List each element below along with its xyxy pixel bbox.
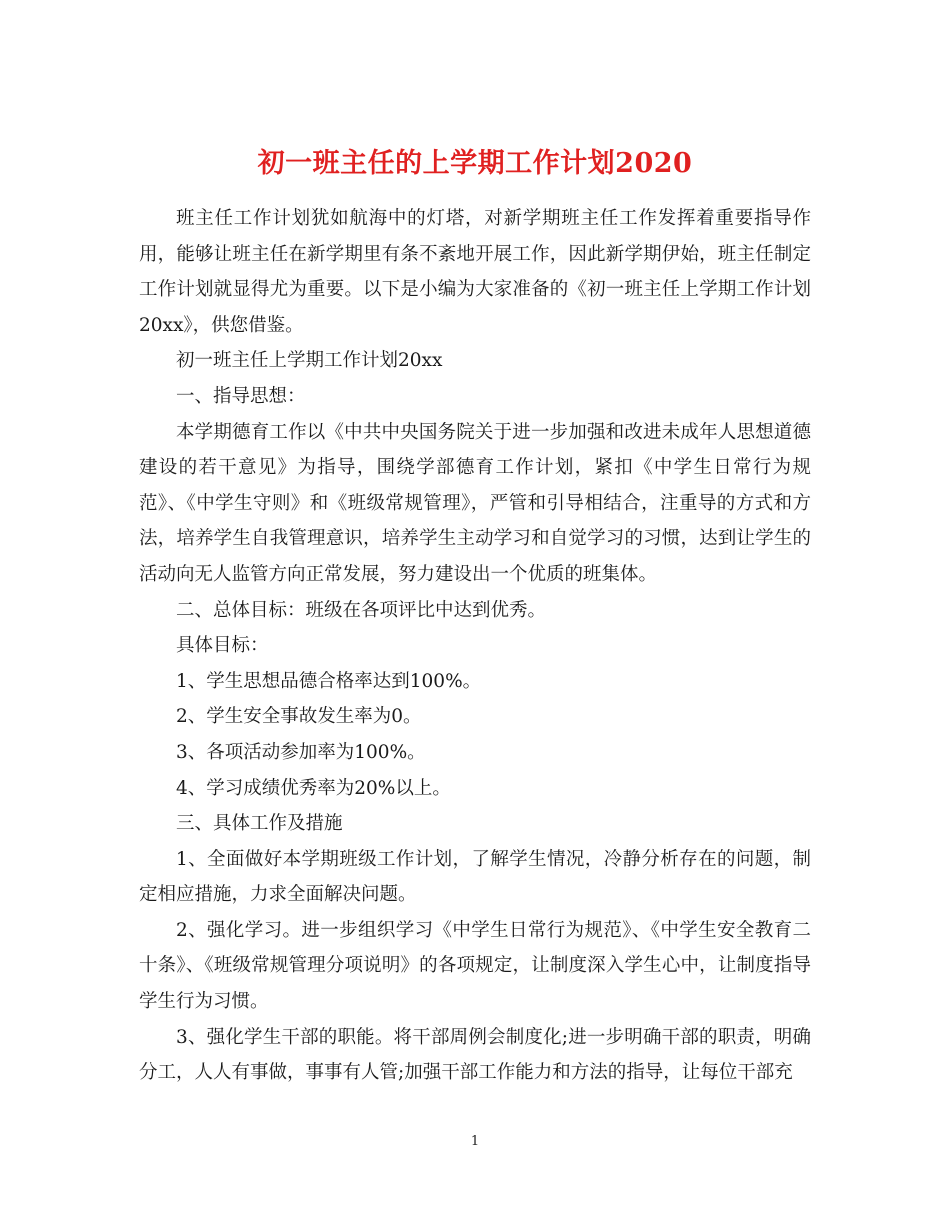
page-number: 1 [470,1134,480,1149]
measure-item-2: 2、强化学习。进一步组织学习《中学生日常行为规范》、《中学生安全教育二十条》、《班级常规管理分项说明》的各项规定，让制度深入学生心中，让制度指导学生行为习惯。 [139,919,811,1013]
section-heading-measures: 三、具体工作及措施 [176,813,343,835]
goal-item-4: 4、学习成绩优秀率为20%以上。 [176,777,451,799]
goal-item-2: 2、学生安全事故发生率为0。 [176,706,422,728]
plan-subtitle: 初一班主任上学期工作计划20xx [176,350,443,372]
section-heading-guiding-thought: 一、指导思想： [176,385,306,407]
measure-item-1: 1、全面做好本学期班级工作计划，了解学生情况，冷静分析存在的问题，制定相应措施，力求全面解决问题。 [139,848,811,906]
intro-paragraph: 班主任工作计划犹如航海中的灯塔，对新学期班主任工作发挥着重要指导作用，能够让班主任在新学期里有条不紊地开展工作，因此新学期伊始，班主任制定工作计划就显得尤为重要。以下是小编为大家准备的《初一班主任上学期工作计划20xx》，供您借鉴。 [139,208,811,336]
section-heading-overall-goal: 二、总体目标：班级在各项评比中达到优秀。 [176,599,547,621]
measure-item-3: 3、强化学生干部的职能。将干部周例会制度化;进一步明确干部的职责，明确分工，人人有事做，事事有人管;加强干部工作能力和方法的指导，让每位干部充 [139,1026,811,1084]
specific-goals-heading: 具体目标： [176,635,269,657]
document-title: 初一班主任的上学期工作计划2020 [257,148,693,180]
document-body [139,201,811,1091]
goal-item-1: 1、学生思想品德合格率达到100%。 [176,670,482,692]
guiding-thought-paragraph: 本学期德育工作以《中共中央国务院关于进一步加强和改进未成年人思想道德建设的若干意见》为指导，围绕学部德育工作计划，紧扣《中学生日常行为规范》、《中学生守则》和《班级常规管理》，严管和引导相结合，注重导的方式和方法，培养学生自我管理意识，培养学生主动学习和自觉学习的习惯，达到让学生的活动向无人监管方向正常发展，努力建设出一个优质的班集体。 [139,421,811,585]
goal-item-3: 3、各项活动参加率为100%。 [176,741,426,763]
